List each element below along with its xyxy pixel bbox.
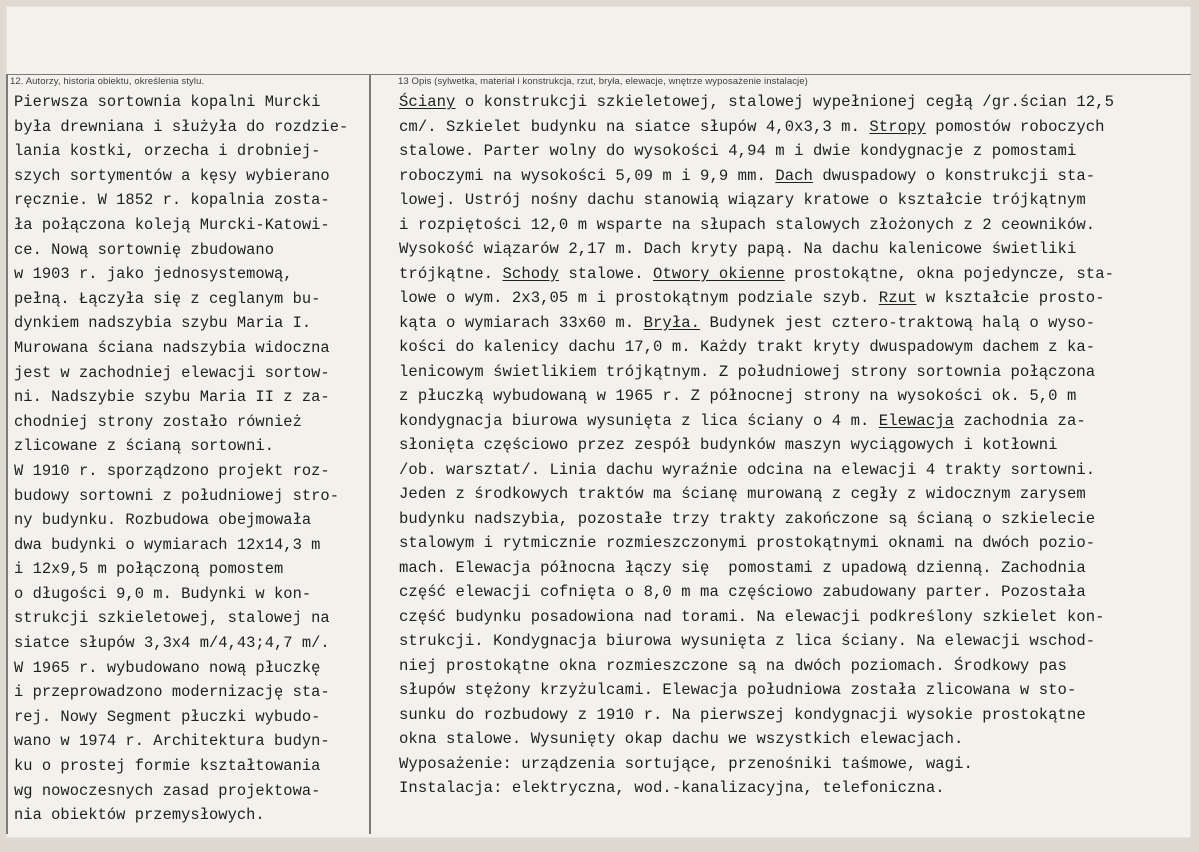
text-run: pomostów roboczych — [925, 117, 1105, 136]
history-text-line: ny budynku. Rozbudowa obejmowała — [14, 511, 312, 530]
history-text-line: siatce słupów 3,3x4 m/4,43;4,7 m/. — [14, 634, 330, 653]
history-text-column — [14, 90, 366, 828]
section-heading: Elewacja — [878, 411, 955, 430]
text-run: okna stalowe. Wysunięty okap dachu we wszystkich elewacjach. — [399, 730, 964, 748]
description-text-column — [399, 90, 1185, 801]
history-text-line: o długości 9,0 m. Budynki w kon- — [14, 584, 312, 603]
text-run: trójkątne. — [399, 264, 503, 283]
text-run: /ob. warsztat/. Linia dachu wyraźnie odcina na elewacji 4 trakty sortowni. — [399, 460, 1096, 479]
section-heading: Rzut — [878, 289, 917, 307]
section-heading: Bryła. — [643, 313, 701, 332]
description-text-line — [399, 384, 1185, 409]
history-text-line: W 1965 r. wybudowano nową płuczkę — [14, 658, 321, 677]
text-run: kości do kalenicy dachu 17,0 m. Każdy trakt kryty dwuspadowym dachem z ka- — [399, 338, 1096, 356]
text-run: część budynku posadowiona nad torami. Na elewacji podkreślony szkielet kon- — [399, 607, 1105, 626]
text-run: lowej. Ustrój nośny dachu stanowią wiązary kratowe o kształcie trójkątnym — [399, 191, 1086, 209]
text-run: cm/. Szkielet budynku na siatce słupów 4,0x3,3 m. — [399, 117, 870, 136]
history-text-line: chodniej strony zostało również — [14, 412, 302, 431]
description-text-line — [399, 90, 1185, 115]
history-text-line: rej. Nowy Segment płuczki wybudo- — [14, 707, 321, 726]
text-run: stalowe. Parter wolny do wysokości 4,94 m i dwie kondygnacje z pomostami — [399, 142, 1077, 160]
history-text-line: dynkiem nadszybia szybu Maria I. — [14, 314, 312, 333]
text-run: dwuspadowy o konstrukcji sta- — [812, 166, 1096, 185]
history-text-line: w 1903 r. jako jednosystemową, — [14, 265, 293, 284]
description-text-line — [399, 262, 1185, 287]
history-text-line: nia obiektów przemysłowych. — [14, 806, 265, 825]
description-text-line — [399, 335, 1185, 360]
text-run: mach. Elewacja północna łączy się pomostami z upadową dzienną. Zachodnia — [399, 558, 1086, 577]
section-heading: Stropy — [869, 117, 926, 136]
description-text-line — [399, 237, 1185, 262]
text-run: w kształcie prosto- — [916, 289, 1105, 307]
description-text-line — [399, 703, 1185, 728]
left-border — [6, 74, 8, 834]
section-heading: Schody — [502, 264, 559, 283]
description-text-line — [399, 360, 1185, 385]
text-run: kąta o wymiarach 33x60 m. — [399, 313, 644, 332]
description-text-line — [399, 556, 1185, 581]
text-run: lowe o wym. 2x3,05 m i prostokątnym podziale szyb. — [399, 289, 879, 307]
history-text-line: wg nowoczesnych zasad projektowa- — [14, 781, 321, 800]
description-text-line — [399, 433, 1185, 458]
text-run: lenicowym świetlikiem trójkątnym. Z południowej strony sortownia połączona — [399, 362, 1096, 381]
history-text-line: pełną. Łączyła się z ceglanym bu- — [14, 289, 321, 308]
text-run: Instalacja: elektryczna, wod.-kanalizacyjna, telefoniczna. — [399, 779, 945, 797]
text-run: słonięta częściowo przez zespół budynków maszyn wyciągowych i kotłowni — [399, 436, 1058, 454]
description-text-line — [399, 507, 1185, 532]
text-run: Jeden z środkowych traktów ma ścianę murowaną z cegły z widocznym zarysem — [399, 485, 1086, 503]
description-text-line — [399, 776, 1185, 801]
section-12-caption: 12. Autorzy, historia obiektu, określenia stylu. — [10, 76, 205, 87]
section-heading: Otwory okienne — [653, 264, 785, 283]
description-text-line — [399, 580, 1185, 605]
description-text-line — [399, 752, 1185, 777]
description-text-line — [399, 139, 1185, 164]
history-text-line: lania kostki, orzecha i drobniej- — [14, 142, 321, 161]
description-text-line — [399, 409, 1185, 434]
text-run: strukcji. Kondygnacja biurowa wysunięta z lica ściany. Na elewacji wschod- — [399, 632, 1096, 650]
history-text-line: Pierwsza sortownia kopalni Murcki — [14, 93, 321, 111]
history-text-line: zlicowane z ścianą sortowni. — [14, 437, 275, 456]
description-text-line — [399, 629, 1185, 654]
text-run: Wyposażenie: urządzenia sortujące, przenośniki taśmowe, wagi. — [399, 754, 973, 773]
description-text-line — [399, 213, 1185, 238]
description-text-line — [399, 654, 1185, 679]
history-text-line: jest w zachodniej elewacji sortow- — [14, 363, 330, 382]
document-card — [6, 6, 1191, 838]
text-run: kondygnacja biurowa wysunięta z lica ściany o 4 m. — [399, 411, 879, 430]
text-run: o konstrukcji szkieletowej, stalowej wypełnionej cegłą /gr.ścian 12,5 — [455, 93, 1114, 111]
history-text-line: ku o prostej formie kształtowania — [14, 757, 321, 776]
section-heading: Dach — [775, 166, 813, 185]
text-run: budynku nadszybia, pozostałe trzy trakty zakończone są ścianą o szkielecie — [399, 509, 1096, 528]
history-text-line: była drewniana i służyła do rozdzie- — [14, 117, 349, 136]
description-text-line — [399, 605, 1185, 630]
history-text-line: ła połączona koleją Murcki-Katowi- — [14, 215, 330, 234]
description-text-line — [399, 286, 1185, 311]
text-run: słupów stężony krzyżulcami. Elewacja południowa została zlicowana w sto- — [399, 681, 1077, 699]
text-run: niej prostokątne okna rozmieszczone są na dwóch poziomach. Środkowy pas — [399, 656, 1067, 675]
text-run: z płuczką wybudowaną w 1965 r. Z północnej strony na wysokości ok. 5,0 m — [399, 387, 1077, 405]
section-13-caption: 13 Opis (sylwetka, materiał i konstrukcja, rzut, bryła, elewacje, wnętrze wyposażenie instalacje) — [398, 76, 808, 87]
history-text-line: i przeprowadzono modernizację sta- — [14, 683, 330, 702]
description-text-line — [399, 678, 1185, 703]
text-run: Budynek jest cztero-traktową halą o wyso- — [700, 313, 1096, 332]
text-run: stalowe. — [558, 264, 654, 283]
history-text-line: ce. Nową sortownię zbudowano — [14, 240, 275, 259]
description-text-line — [399, 482, 1185, 507]
section-heading: Ściany — [399, 93, 456, 111]
description-text-line — [399, 531, 1185, 556]
description-text-line — [399, 188, 1185, 213]
description-text-line — [399, 311, 1185, 336]
column-divider — [369, 74, 371, 834]
history-text-line: Murowana ściana nadszybia widoczna — [14, 338, 330, 357]
text-run: zachodnia za- — [954, 411, 1086, 430]
text-run: i rozpiętości 12,0 m wsparte na słupach stalowych złożonych z 2 ceowników. — [399, 215, 1096, 234]
history-text-line: ni. Nadszybie szybu Maria II z za- — [14, 388, 330, 407]
text-run: część elewacji cofnięta o 8,0 m ma częściowo zabudowany parter. Pozostała — [399, 583, 1086, 601]
history-text-line: i 12x9,5 m połączoną pomostem — [14, 560, 284, 579]
description-text-line — [399, 727, 1185, 752]
history-text-line: ręcznie. W 1852 r. kopalnia zosta- — [14, 191, 330, 210]
text-run: stalowym i rytmicznie rozmieszczonymi prostokątnymi oknami na dwóch pozio- — [399, 534, 1096, 552]
text-run: sunku do rozbudowy z 1910 r. Na pierwszej kondygnacji wysokie prostokątne — [399, 705, 1086, 724]
history-text-line: szych sortymentów a kęsy wybierano — [14, 166, 330, 185]
text-run: prostokątne, okna pojedyncze, sta- — [784, 264, 1115, 283]
description-text-line — [399, 115, 1185, 140]
history-text-line: dwa budynki o wymiarach 12x14,3 m — [14, 535, 321, 554]
header-rule — [6, 74, 1191, 75]
description-text-line — [399, 164, 1185, 189]
text-run: Wysokość wiązarów 2,17 m. Dach kryty papą. Na dachu kalenicowe świetliki — [399, 240, 1077, 258]
description-text-line — [399, 458, 1185, 483]
history-text-line: budowy sortowni z południowej stro- — [14, 486, 340, 505]
history-text-line: W 1910 r. sporządzono projekt roz- — [14, 461, 330, 480]
history-text-line: wano w 1974 r. Architektura budyn- — [14, 732, 330, 751]
history-text-line: strukcji szkieletowej, stalowej na — [14, 609, 330, 628]
text-run: roboczymi na wysokości 5,09 m i 9,9 mm. — [399, 166, 776, 185]
